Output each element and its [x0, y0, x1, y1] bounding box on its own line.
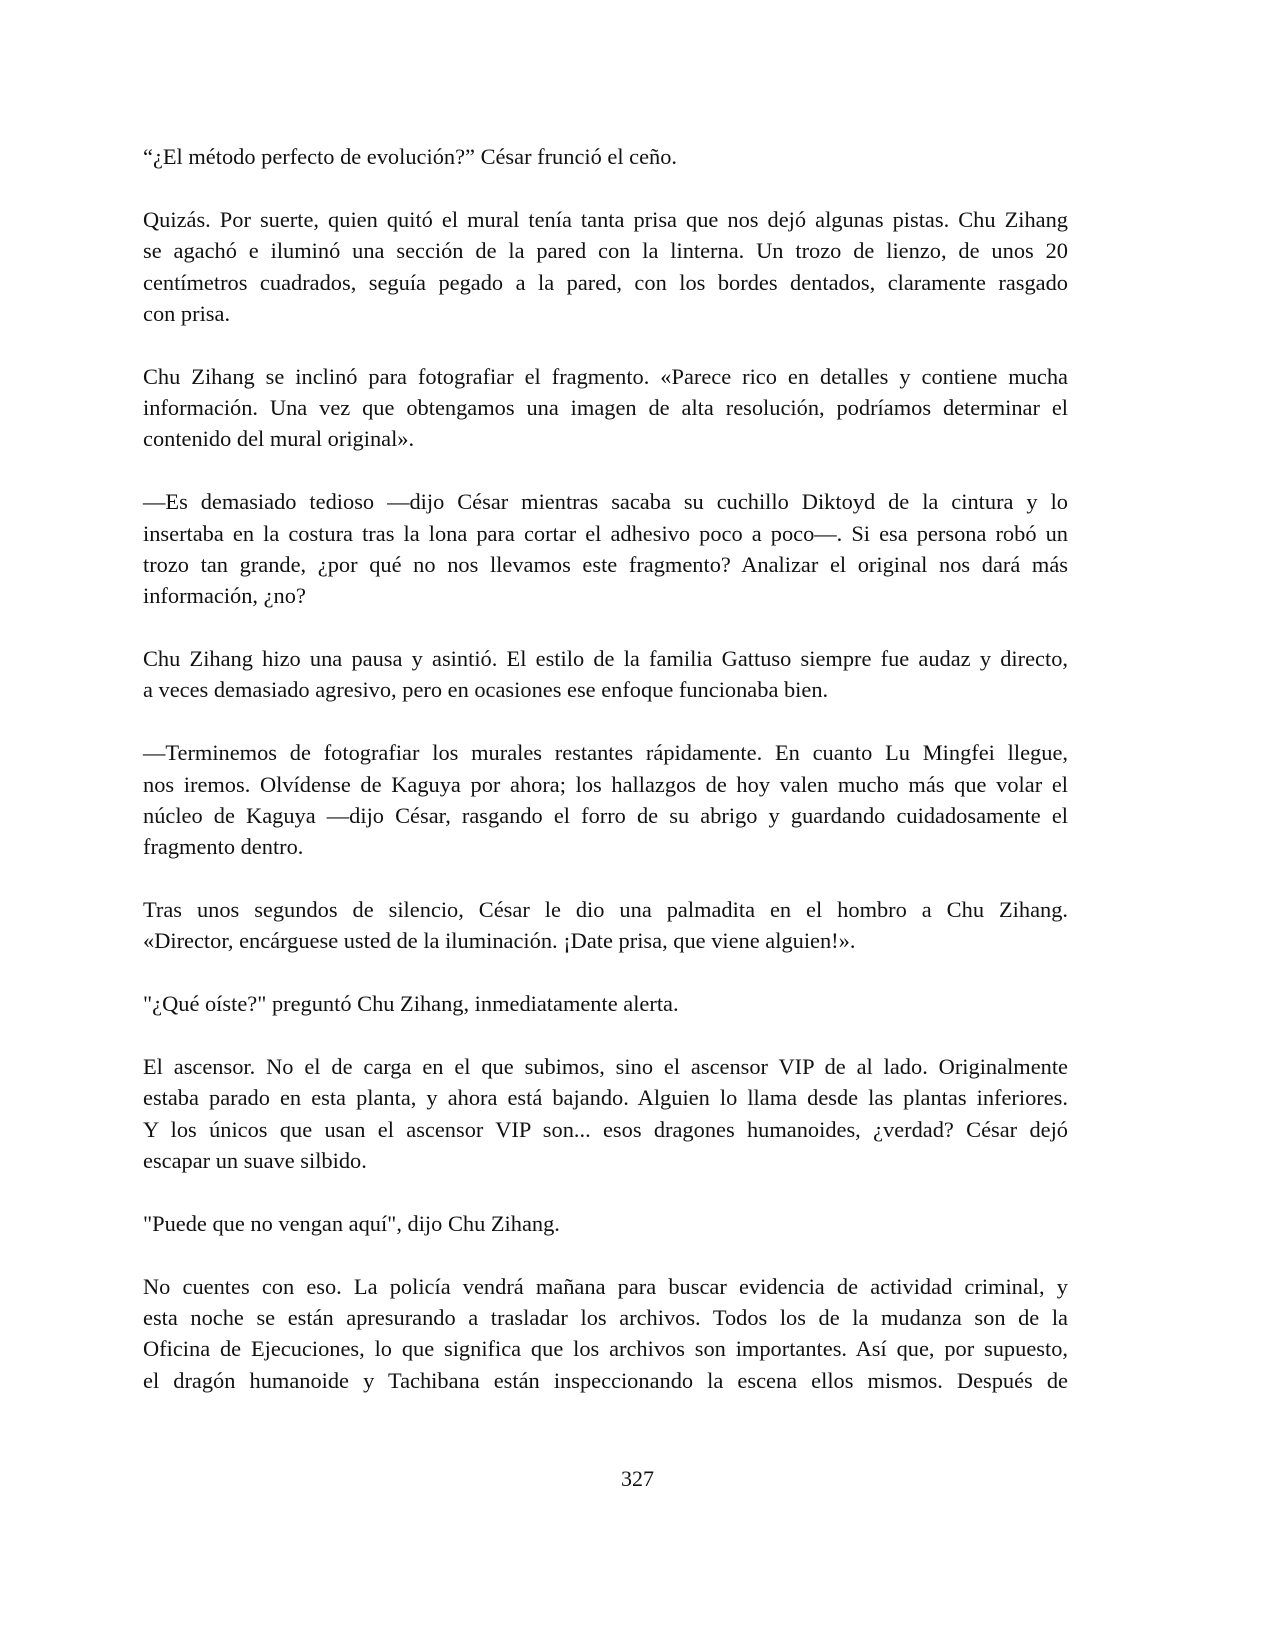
text-line: estaba parado en esta planta, y ahora está bajando. Alguien lo llama desde las plantas inferiores. [143, 1085, 1068, 1111]
text-line: centímetros cuadrados, seguía pegado a la pared, con los bordes dentados, claramente rasgado [143, 269, 1068, 295]
text-line: Chu Zihang se inclinó para fotografiar el fragmento. «Parece rico en detalles y contiene mucha [143, 363, 1068, 389]
text-line: a veces demasiado agresivo, pero en ocasiones ese enfoque funcionaba bien. [143, 677, 829, 703]
paragraph [143, 988, 1068, 1019]
paragraph [143, 1051, 1068, 1177]
text-line: núcleo de Kaguya —dijo César, rasgando el forro de su abrigo y guardando cuidadosamente el [143, 802, 1068, 828]
paragraph [143, 486, 1068, 612]
text-line: con prisa. [143, 300, 231, 326]
text-line: "¿Qué oíste?" preguntó Chu Zihang, inmediatamente alerta. [143, 991, 679, 1017]
text-line: Tras unos segundos de silencio, César le dio una palmadita en el hombro a Chu Zihang. [143, 897, 1068, 922]
text-line: trozo tan grande, ¿por qué no nos llevamos este fragmento? Analizar el original nos dará más [143, 551, 1068, 577]
text-line: —Es demasiado tedioso —dijo César mientras sacaba su cuchillo Diktoyd de la cintura y lo [143, 489, 1068, 515]
text-line: esta noche se están apresurando a trasladar los archivos. Todos los de la mudanza son de la [143, 1304, 1068, 1330]
paragraph [143, 141, 1068, 172]
text-line: escapar un suave silbido. [143, 1148, 367, 1173]
text-line: —Terminemos de fotografiar los murales restantes rápidamente. En cuanto Lu Mingfei llegue, [143, 740, 1068, 766]
text-line: El ascensor. No el de carga en el que subimos, sino el ascensor VIP de al lado. Originalmente [143, 1053, 1068, 1079]
text-line: información. Una vez que obtengamos una imagen de alta resolución, podríamos determinar el [143, 395, 1068, 420]
text-line: Oficina de Ejecuciones, lo que significa que los archivos son importantes. Así que, por supuesto, [143, 1336, 1068, 1362]
text-line: Chu Zihang hizo una pausa y asintió. El estilo de la familia Gattuso siempre fue audaz y directo, [143, 646, 1068, 671]
text-line: se agachó e iluminó una sección de la pared con la linterna. Un trozo de lienzo, de unos 20 [143, 238, 1068, 264]
paragraph [143, 737, 1068, 863]
text-line: Y los únicos que usan el ascensor VIP son... esos dragones humanoides, ¿verdad? César dejó [143, 1116, 1068, 1142]
text-line: nos iremos. Olvídense de Kaguya por ahora; los hallazgos de hoy valen mucho más que volar el [143, 771, 1068, 797]
text-line: insertaba en la costura tras la lona para cortar el adhesivo poco a poco—. Si esa persona robó un [143, 520, 1068, 546]
text-line: fragmento dentro. [143, 834, 304, 860]
paragraph [143, 1208, 1068, 1239]
text-line: Quizás. Por suerte, quien quitó el mural tenía tanta prisa que nos dejó algunas pistas. Chu Zihang [143, 206, 1068, 232]
text-line: contenido del mural original». [143, 426, 415, 452]
text-line: «Director, encárguese usted de la iluminación. ¡Date prisa, que viene alguien!». [143, 928, 856, 954]
text-line: información, ¿no? [143, 583, 306, 609]
page-body [143, 141, 1068, 1427]
paragraph [143, 204, 1068, 330]
text-line: No cuentes con eso. La policía vendrá mañana para buscar evidencia de actividad criminal, y [143, 1273, 1068, 1299]
paragraph [143, 1271, 1068, 1397]
paragraph [143, 643, 1068, 706]
text-line: el dragón humanoide y Tachibana están inspeccionando la escena ellos mismos. Después de [143, 1367, 1068, 1393]
paragraph [143, 361, 1068, 455]
page-number: 327 [621, 1466, 654, 1491]
text-line: “¿El método perfecto de evolución?” César frunció el ceño. [143, 144, 678, 169]
paragraph [143, 894, 1068, 957]
text-line: "Puede que no vengan aquí", dijo Chu Zihang. [143, 1210, 560, 1236]
